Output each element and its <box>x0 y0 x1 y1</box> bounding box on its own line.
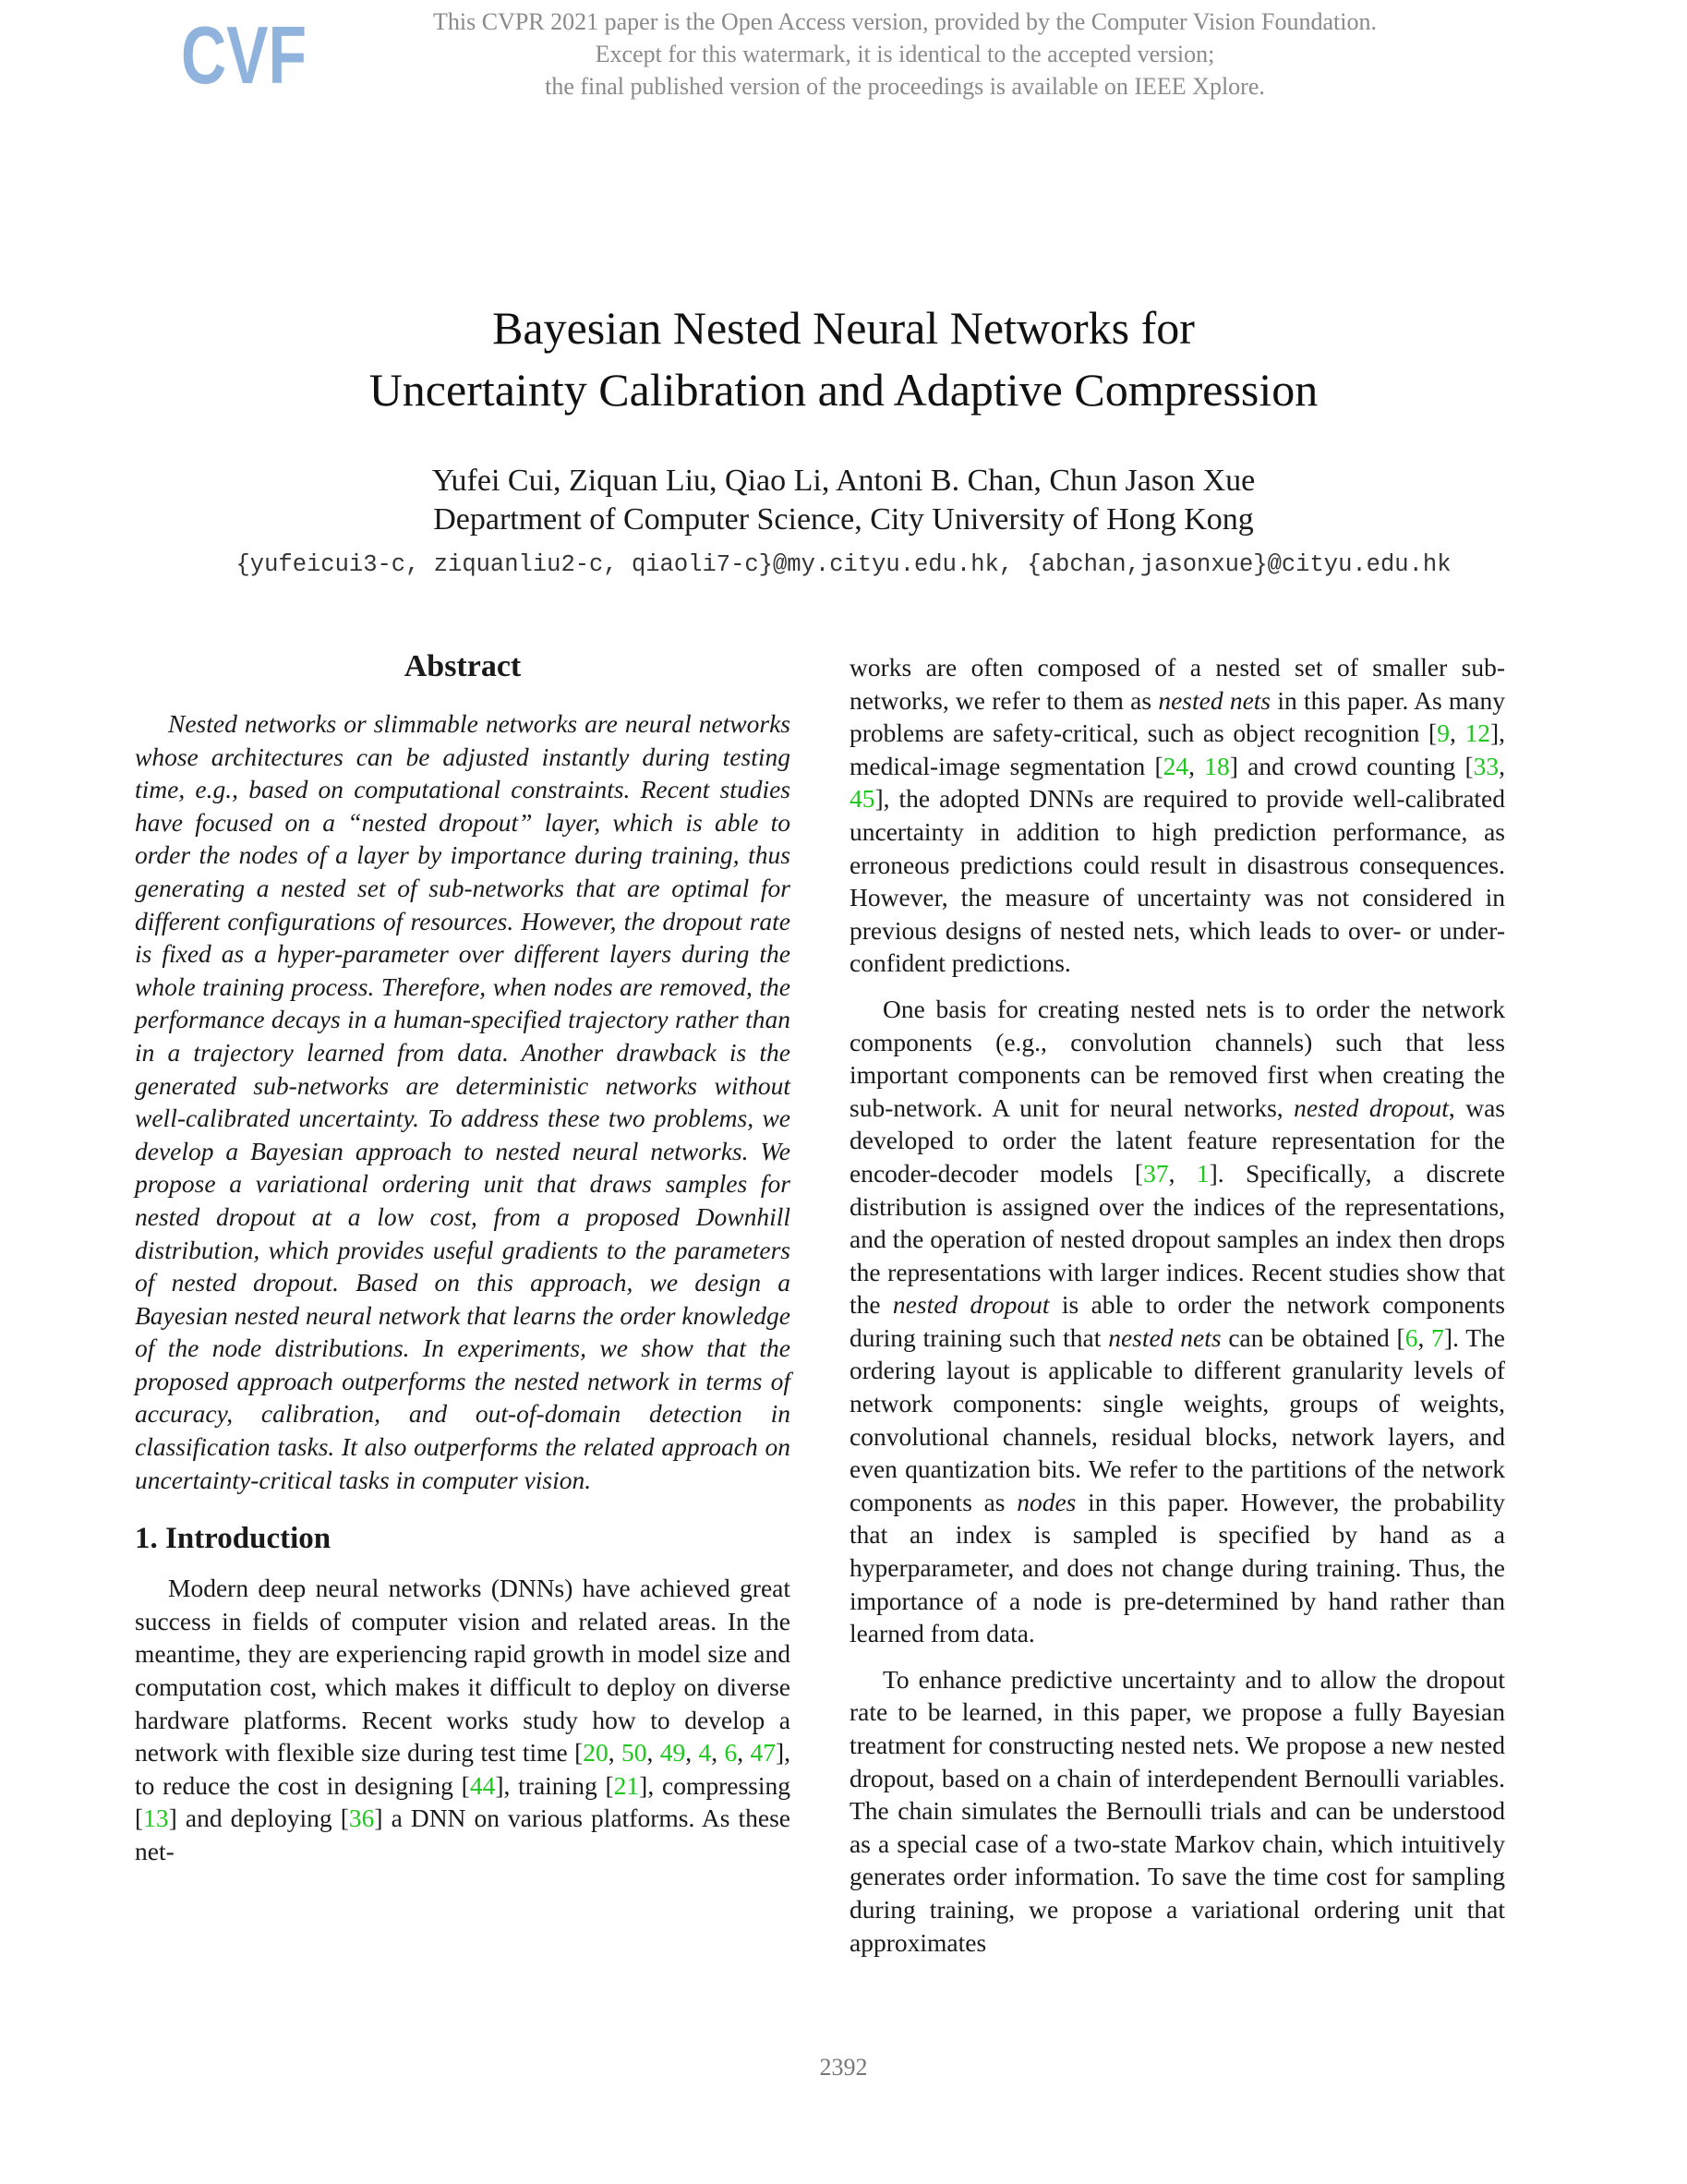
abstract-text: Nested networks or slimmable networks are neural networks whose architectures can be adjusted instantly during testing time, e.g., based on computational constraints. Recent studies have focused on a “nested dropout” layer, which is able to order the nodes of a layer by importance during training, thus generating a nested set of sub-networks that are optimal for different configurations of resources. However, the dropout rate is fixed as a hyper-parameter over different layers during the whole training process. Therefore, when nodes are removed, the performance decays in a human-specified trajectory rather than in a trajectory learned from data. Another drawback is the generated sub-networks are deterministic networks without well-calibrated uncertainty. To address these two problems, we develop a Bayesian approach to nested neural networks. We propose a variational ordering unit that draws samples for nested dropout at a low cost, from a proposed Downhill distribution, which provides useful gradients to the parameters of nested dropout. Based on this approach, we design a Bayesian nested neural network that learns the order knowledge of the node distributions. In experiments, we show that the proposed approach outperforms the nested network in terms of accuracy, calibration, and out-of-domain detection in classification tasks. It also outperforms the related approach on uncertainty-critical tasks in computer vision. <box>135 709 790 1494</box>
watermark-line-3: the final published version of the proceedings is available on IEEE Xplore. <box>545 73 1265 100</box>
paper-title <box>0 297 1687 421</box>
citation-link[interactable]: 13 <box>143 1804 169 1833</box>
citation-link[interactable]: 6 <box>724 1738 738 1768</box>
citation-link[interactable]: 50 <box>621 1738 647 1768</box>
citation-link[interactable]: 4 <box>698 1738 712 1768</box>
citation-link[interactable]: 44 <box>469 1770 496 1800</box>
page-number: 2392 <box>819 2054 868 2081</box>
citation-link[interactable]: 49 <box>659 1738 686 1768</box>
citation-link[interactable]: 7 <box>1431 1322 1444 1352</box>
citation-link[interactable]: 33 <box>1473 751 1500 780</box>
abstract-heading: Abstract <box>404 649 522 683</box>
introduction-heading: 1. Introduction <box>135 1522 331 1556</box>
intro-paragraph-1: Modern deep neural networks (DNNs) have achieved great success in fields of computer vision and related areas. In the meantime, they are experiencing rapid growth in model size and computation cost, which makes it difficult to deploy on diverse hardware platforms. Recent works study how to develop a network with flexible size during test time [20, 50, 49, 4, 6, 47], to reduce the cost in designing [44], training [21], compressing [13] and deploying [36] a DNN on various platforms. As these net- <box>135 1574 790 1865</box>
affiliation: Department of Computer Science, City University of Hong Kong <box>433 502 1254 537</box>
citation-link[interactable]: 6 <box>1404 1322 1418 1352</box>
title-line-2: Uncertainty Calibration and Adaptive Compression <box>368 364 1319 416</box>
citation-link[interactable]: 18 <box>1204 751 1230 780</box>
citation-link[interactable]: 24 <box>1163 751 1189 780</box>
right-column <box>850 651 1505 1972</box>
cvf-logo-text: CVF <box>181 9 307 101</box>
citation-link[interactable]: 47 <box>750 1738 776 1768</box>
watermark-line-1: This CVPR 2021 paper is the Open Access version, provided by the Computer Vision Foundation. <box>433 8 1377 35</box>
citation-link[interactable]: 36 <box>348 1804 375 1833</box>
citation-link[interactable]: 20 <box>583 1738 609 1768</box>
left-column <box>135 646 790 1881</box>
intro-paragraph-2: One basis for creating nested nets is to order the network components (e.g., convolution channels) such that less important components can be removed first when creating the sub-network. A unit for neural networks, nested dropout, was developed to order the latent feature representation for the encoder-decoder models [37, 1]. Specifically, a discrete distribution is assigned over the indices of the representations, and the operation of nested dropout samples an index then drops the representations with larger indices. Recent studies show that the nested dropout is able to order the network components during training such that nested nets can be obtained [6, 7]. The ordering layout is applicable to different granularity levels of network components: single weights, groups of weights, convolutional channels, residual blocks, network layers, and even quantization bits. We refer to the partitions of the network components as nodes in this paper. However, the probability that an index is sampled is specified by hand as a hyperparameter, and does not change during training. Thus, the importance of a node is pre-determined by hand rather than learned from data. <box>850 994 1506 1648</box>
intro-paragraph-3: To enhance predictive uncertainty and to allow the dropout rate to be learned, in this paper, we propose a fully Bayesian treatment for constructing nested nets. We propose a new nested dropout, based on a chain of interdependent Bernoulli variables. The chain simulates the Bernoulli trials and can be understood as a special case of a two-state Markov chain, which intuitively generates order information. To save the time cost for sampling during training, we propose a variational ordering unit that approximates <box>850 1664 1505 1957</box>
title-line-1: Bayesian Nested Neural Networks for <box>492 302 1195 354</box>
citation-link[interactable]: 45 <box>850 784 875 814</box>
watermark-line-2: Except for this watermark, it is identical to the accepted version; <box>595 41 1215 67</box>
citation-link[interactable]: 21 <box>613 1770 640 1800</box>
citation-link[interactable]: 9 <box>1437 718 1450 748</box>
open-access-watermark <box>305 6 1505 103</box>
citation-link[interactable]: 1 <box>1196 1158 1210 1188</box>
citation-link[interactable]: 12 <box>1464 718 1490 748</box>
cvf-logo <box>181 9 308 101</box>
intro-paragraph-1-continued: works are often composed of a nested set of smaller sub-networks, we refer to them as nested nets in this paper. As many problems are safety-critical, such as object recognition [9, 12], medical-image segmentation [24, 18] and crowd counting [33, 45], the adopted DNNs are required to provide well-calibrated uncertainty in addition to high prediction performance, as erroneous predictions could result in disastrous consequences. However, the measure of uncertainty was not considered in previous designs of nested nets, which leads to over- or under-confident predictions. <box>850 653 1506 978</box>
citation-link[interactable]: 37 <box>1143 1158 1169 1188</box>
author-list: Yufei Cui, Ziquan Liu, Qiao Li, Antoni B. Chan, Chun Jason Xue <box>431 464 1256 498</box>
author-emails: {yufeicui3-c, ziquanliu2-c, qiaoli7-c}@my.cityu.edu.hk, {abchan,jasonxue}@cityu.edu.hk <box>235 551 1452 578</box>
